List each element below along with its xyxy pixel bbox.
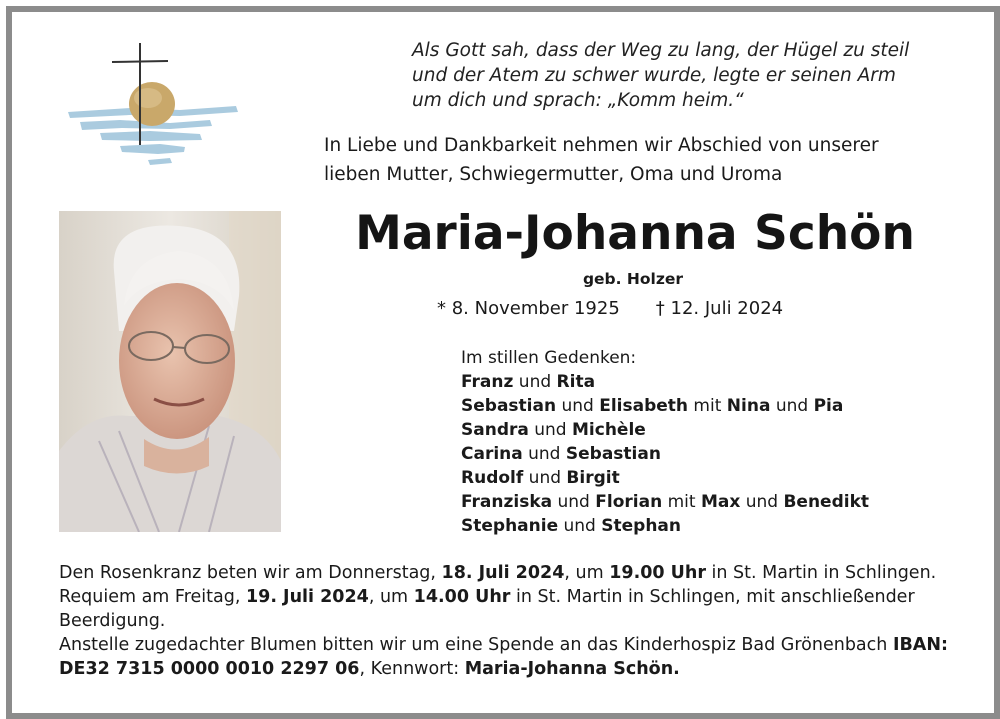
mourner-bold-text: Max: [700, 492, 741, 512]
mourner-bold-text: Stephan: [601, 516, 682, 536]
mourner-text: und: [740, 492, 784, 512]
rosary-text: , um: [564, 563, 610, 583]
mourner-text: mit: [688, 396, 727, 416]
mourners-list: [461, 346, 869, 538]
mourner-bold-text: Sebastian: [565, 444, 661, 464]
quote-line: Als Gott sah, dass der Weg zu lang, der Hügel zu steil: [412, 40, 910, 61]
rosary-text: , um: [368, 587, 414, 607]
rosary-text: Den Rosenkranz beten wir am Donnerstag,: [59, 563, 442, 583]
donation-bold-text: IBAN: DE32 7315 0000 0010 2297 06: [59, 635, 948, 679]
rosary-bold-text: 18. Juli 2024: [441, 563, 565, 583]
mourner-bold-text: Carina: [461, 444, 523, 464]
mourner-line: [461, 418, 869, 442]
mourner-bold-text: Sebastian: [461, 396, 557, 416]
mourner-line: [461, 442, 869, 466]
rosary-bold-text: 14.00 Uhr: [413, 587, 511, 607]
mourner-bold-text: Birgit: [566, 468, 620, 488]
mourner-line: [461, 514, 869, 538]
mourner-text: und: [513, 372, 557, 392]
birth-date: * 8. November 1925: [437, 298, 620, 319]
maiden-name: geb. Holzer: [582, 270, 684, 288]
mourner-text: und: [528, 420, 572, 440]
mourner-text: und: [523, 468, 567, 488]
mourner-bold-text: Benedikt: [783, 492, 870, 512]
donation-text: Anstelle zugedachter Blumen bitten wir um eine Spende an das Kinderhospiz Bad Grönenbach: [59, 635, 893, 655]
rosary-text: in St. Martin in Schlingen, mit anschließender Beerdigung.: [59, 587, 915, 631]
mourner-bold-text: Sandra: [461, 420, 529, 440]
donation-bold-text: Maria-Johanna Schön.: [464, 659, 680, 679]
mourner-text: und: [558, 516, 602, 536]
quote-line: um dich und sprach: „Komm heim.“: [412, 90, 744, 111]
farewell-intro: [324, 131, 964, 189]
quote-line: und der Atem zu schwer wurde, legte er seinen Arm: [412, 65, 896, 86]
deceased-name: Maria-Johanna Schön: [355, 206, 915, 261]
mourner-text: und: [522, 444, 566, 464]
mourner-line: [461, 466, 869, 490]
mourner-bold-text: Nina: [726, 396, 771, 416]
memorial-quote: [412, 38, 972, 113]
mourners-heading: Im stillen Gedenken:: [461, 348, 637, 368]
mourner-bold-text: Franz: [461, 372, 514, 392]
mourner-text: mit: [662, 492, 701, 512]
mourner-bold-text: Florian: [595, 492, 663, 512]
mourner-bold-text: Michèle: [572, 420, 646, 440]
mourner-line: [461, 490, 869, 514]
rosary-text: in St. Martin in Schlingen. Requiem am Freitag,: [59, 563, 937, 607]
rosary-bold-text: 19. Juli 2024: [245, 587, 369, 607]
donation-text: , Kennwort:: [359, 659, 465, 679]
mourner-bold-text: Franziska: [461, 492, 553, 512]
mourner-text: und: [770, 396, 814, 416]
intro-line: lieben Mutter, Schwiegermutter, Oma und Uroma: [324, 164, 783, 185]
mourner-bold-text: Elisabeth: [599, 396, 689, 416]
mourner-text: und: [556, 396, 600, 416]
mourner-bold-text: Stephanie: [461, 516, 559, 536]
portrait-photo: [59, 211, 281, 532]
death-date: † 12. Juli 2024: [655, 298, 784, 319]
mourner-text: und: [552, 492, 596, 512]
intro-line: In Liebe und Dankbarkeit nehmen wir Abschied von unserer: [324, 135, 879, 156]
donation-paragraph: [59, 633, 959, 681]
cross-sun-water-emblem: [60, 40, 245, 180]
mourner-line: [461, 370, 869, 394]
mourner-bold-text: Rudolf: [461, 468, 524, 488]
service-details: [59, 561, 959, 681]
mourner-line: [461, 394, 869, 418]
mourner-bold-text: Pia: [813, 396, 844, 416]
rosary-paragraph: [59, 561, 959, 633]
life-dates: [437, 297, 783, 321]
mourner-bold-text: Rita: [556, 372, 596, 392]
rosary-bold-text: 19.00 Uhr: [609, 563, 706, 583]
